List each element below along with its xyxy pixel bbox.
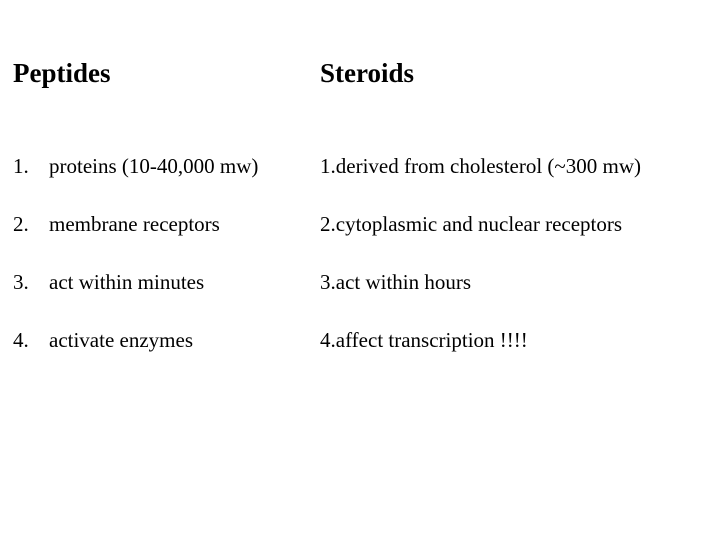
peptides-item	[13, 151, 258, 181]
item-text: proteins (10-40,000 mw)	[49, 154, 259, 178]
item-number: 3.	[13, 270, 29, 294]
item-text: act within minutes	[49, 270, 205, 294]
item-number: 1.	[13, 154, 29, 178]
item-text: activate enzymes	[49, 328, 194, 352]
comparison-row	[0, 209, 720, 239]
item-number: 2.	[13, 212, 29, 236]
steroids-item: 1.derived from cholesterol (~300 mw)	[320, 154, 642, 178]
steroids-heading: Steroids	[320, 58, 415, 88]
comparison-row	[0, 267, 720, 297]
peptides-item	[13, 267, 204, 297]
steroids-item: 3.act within hours	[320, 270, 472, 294]
item-number: 4.	[13, 328, 29, 352]
steroids-item: 2.cytoplasmic and nuclear receptors	[320, 212, 623, 236]
peptides-item	[13, 325, 193, 355]
comparison-row	[0, 325, 720, 355]
comparison-row	[0, 151, 720, 181]
steroids-item: 4.affect transcription !!!!	[320, 328, 528, 352]
item-text: membrane receptors	[49, 212, 220, 236]
peptides-heading: Peptides	[13, 58, 111, 88]
peptides-item	[13, 209, 220, 239]
